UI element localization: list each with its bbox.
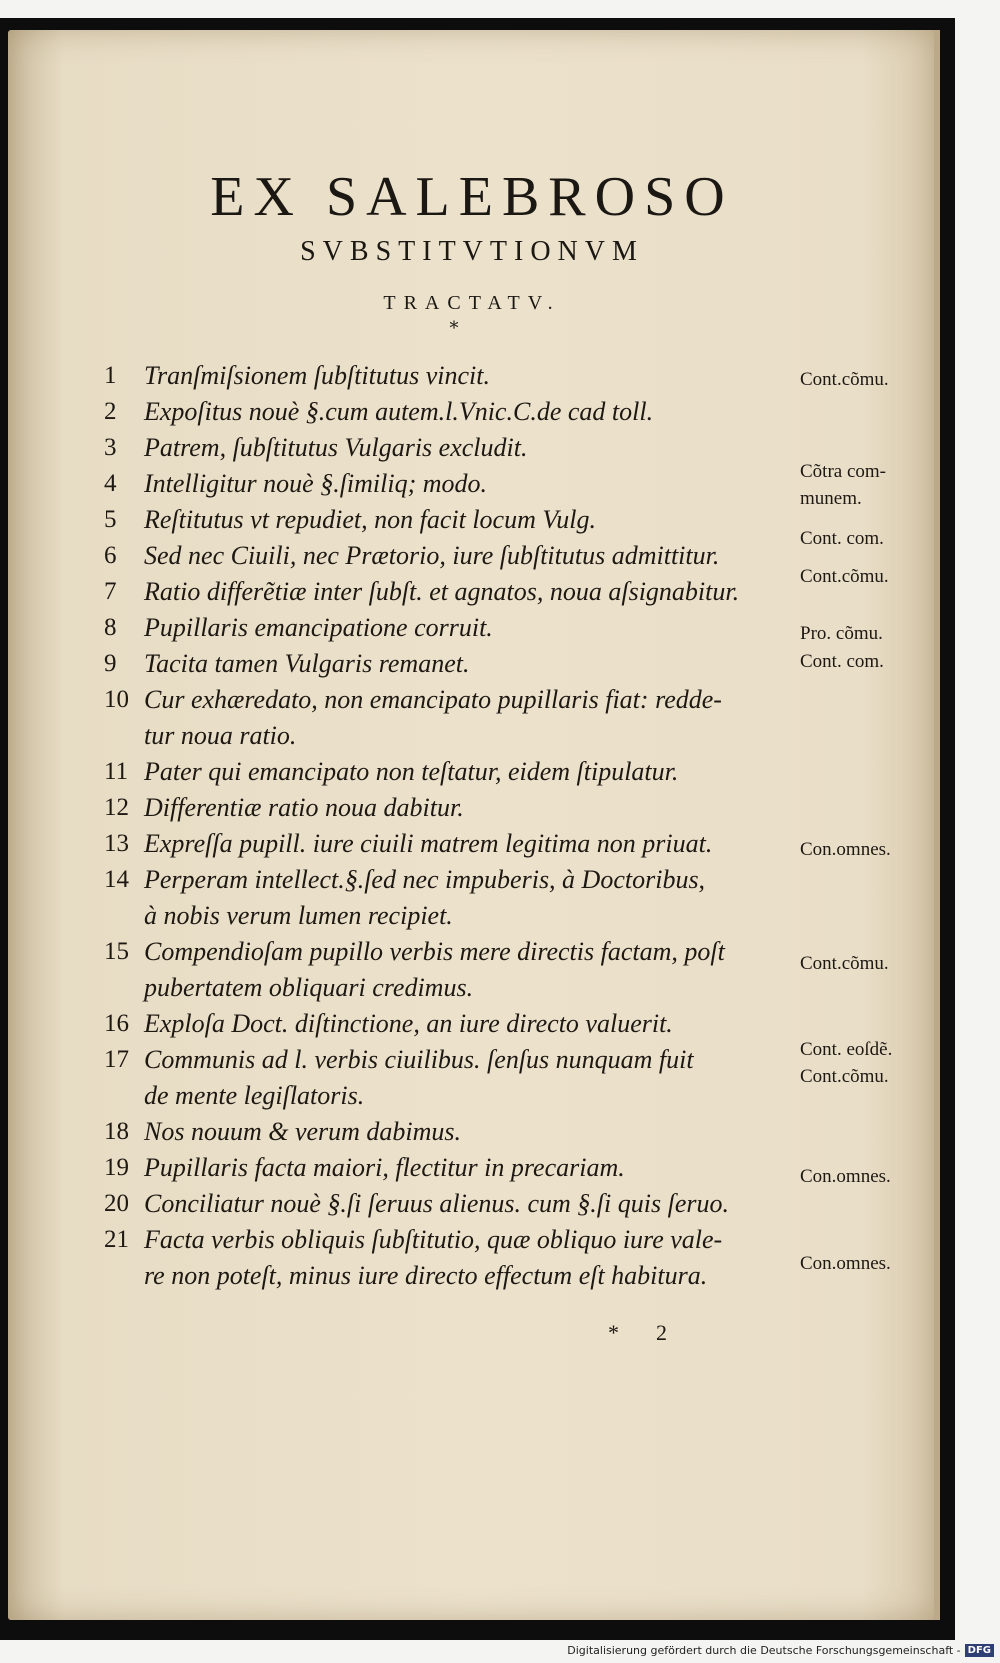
- entry-number: 12: [104, 794, 129, 821]
- entry-line: Sed nec Ciuili, nec Prætorio, iure ſubſtitutus admittitur.: [144, 541, 720, 570]
- entry-number: 1: [104, 362, 117, 389]
- margin-note: Cont.cõmu.: [800, 1066, 889, 1087]
- entry-line: Compendioſam pupillo verbis mere directis factam, poſt: [144, 937, 725, 966]
- margin-note: Cont. com.: [800, 651, 884, 672]
- book-page: [8, 30, 936, 1620]
- entry-row: [104, 574, 794, 610]
- entry-text: [144, 574, 794, 610]
- entry-line: Tranſmiſsionem ſubſtitutus vincit.: [144, 361, 490, 390]
- entry-text: [144, 682, 794, 754]
- entry-line: Tacita tamen Vulgaris remanet.: [144, 649, 470, 678]
- entry-text: [144, 502, 794, 538]
- entry-row: [104, 790, 794, 826]
- margin-note: Pro. cõmu.: [800, 623, 883, 644]
- entry-text: [144, 862, 794, 934]
- entry-line: de mente legiſlatoris.: [144, 1081, 365, 1110]
- entry-row: [104, 1222, 794, 1294]
- margin-note: Con.omnes.: [800, 1253, 891, 1274]
- entry-line: Pupillaris emancipatione corruit.: [144, 613, 493, 642]
- entry-row: [104, 934, 794, 1006]
- margin-note: Cont.cõmu.: [800, 566, 889, 587]
- entry-text: [144, 754, 794, 790]
- entry-text: [144, 1042, 794, 1114]
- entry-line: Communis ad l. verbis ciuilibus. ſenſus nunquam fuit: [144, 1045, 694, 1074]
- entry-number: 4: [104, 470, 117, 497]
- entry-line: Pater qui emancipato non teſtatur, eidem ſtipulatur.: [144, 757, 679, 786]
- entry-line: Expoſitus nouè §.cum autem.l.Vnic.C.de cad toll.: [144, 397, 654, 426]
- entry-text: [144, 466, 794, 502]
- entry-number: 13: [104, 830, 129, 857]
- entry-row: [104, 754, 794, 790]
- entry-text: [144, 1114, 794, 1150]
- entry-text: [144, 790, 794, 826]
- entry-number: 17: [104, 1046, 129, 1073]
- entry-line: Patrem, ſubſtitutus Vulgaris excludit.: [144, 433, 528, 462]
- entry-row: [104, 646, 794, 682]
- entry-number: 20: [104, 1190, 129, 1217]
- entry-row: [104, 682, 794, 754]
- entry-line: Pupillaris facta maiori, flectitur in precariam.: [144, 1153, 625, 1182]
- margin-note: Cont.cõmu.: [800, 369, 889, 390]
- entry-number: 8: [104, 614, 117, 641]
- entry-number: 2: [104, 398, 117, 425]
- entry-row: [104, 1114, 794, 1150]
- dfg-logo: DFG: [965, 1644, 994, 1657]
- entry-row: [104, 1006, 794, 1042]
- catchword-asterisk: *: [608, 1320, 619, 1345]
- margin-note: Con.omnes.: [800, 839, 891, 860]
- entry-number: 3: [104, 434, 117, 461]
- entry-line: Cur exhæredato, non emancipato pupillaris fiat: redde-: [144, 685, 722, 714]
- entry-line: Expreſſa pupill. iure ciuili matrem legitima non priuat.: [144, 829, 713, 858]
- entry-text: [144, 1186, 794, 1222]
- entry-number: 5: [104, 506, 117, 533]
- entry-line: Conciliatur nouè §.ſi ſeruus alienus. cum §.ſi quis ſeruo.: [144, 1189, 729, 1218]
- entry-row: [104, 1042, 794, 1114]
- entry-number: 15: [104, 938, 129, 965]
- entry-line: Ratio differẽtiæ inter ſubſt. et agnatos, noua aſsignabitur.: [144, 577, 740, 606]
- entry-text: [144, 646, 794, 682]
- page-edge: [934, 30, 940, 1620]
- margin-note: Cont. com.: [800, 528, 884, 549]
- scan-frame: [0, 18, 955, 1640]
- entry-number: 21: [104, 1226, 129, 1253]
- entry-row: [104, 394, 794, 430]
- entry-line: Perperam intellect.§.ſed nec impuberis, à Doctoribus,: [144, 865, 706, 894]
- entry-row: [104, 862, 794, 934]
- entry-line: tur noua ratio.: [144, 721, 297, 750]
- signature-mark: 2: [656, 1320, 667, 1345]
- digitization-footer: [567, 1641, 994, 1659]
- entry-row: [104, 610, 794, 646]
- margin-note: munem.: [800, 488, 862, 509]
- margin-note: Cont. eoſdẽ.: [800, 1039, 893, 1060]
- entry-row: [104, 466, 794, 502]
- entry-line: pubertatem obliquari credimus.: [144, 973, 474, 1002]
- entry-text: [144, 610, 794, 646]
- entry-text: [144, 1006, 794, 1042]
- entry-row: [104, 430, 794, 466]
- entries-list: [104, 358, 794, 1294]
- footer-text: Digitalisierung gefördert durch die Deutsche Forschungsgemeinschaft -: [567, 1643, 961, 1657]
- entry-number: 7: [104, 578, 117, 605]
- entry-line: Intelligitur nouè §.ſimiliq; modo.: [144, 469, 488, 498]
- ornament-asterisk: *: [449, 318, 459, 339]
- entry-number: 14: [104, 866, 129, 893]
- entry-text: [144, 430, 794, 466]
- margin-note: Con.omnes.: [800, 1166, 891, 1187]
- entry-text: [144, 358, 794, 394]
- entry-row: [104, 358, 794, 394]
- entry-row: [104, 538, 794, 574]
- entry-line: Nos nouum & verum dabimus.: [144, 1117, 462, 1146]
- entry-text: [144, 394, 794, 430]
- entry-number: 6: [104, 542, 117, 569]
- entry-line: Reſtitutus vt repudiet, non facit locum Vulg.: [144, 505, 597, 534]
- entry-row: [104, 1150, 794, 1186]
- entry-line: à nobis verum lumen recipiet.: [144, 901, 453, 930]
- entry-text: [144, 934, 794, 1006]
- entry-line: re non poteſt, minus iure directo effectum eſt habitura.: [144, 1261, 708, 1290]
- entry-text: [144, 538, 794, 574]
- entry-row: [104, 826, 794, 862]
- entry-row: [104, 502, 794, 538]
- entry-row: [104, 1186, 794, 1222]
- entry-text: [144, 826, 794, 862]
- entry-number: 9: [104, 650, 117, 677]
- entry-number: 16: [104, 1010, 129, 1037]
- page-subtitle-2: TRACTATV.: [383, 292, 561, 314]
- entry-number: 19: [104, 1154, 129, 1181]
- margin-note: Cõtra com-: [800, 461, 887, 482]
- entry-line: Facta verbis obliquis ſubſtitutio, quæ obliquo iure vale-: [144, 1225, 723, 1254]
- margin-note: Cont.cõmu.: [800, 953, 889, 974]
- entry-line: Differentiæ ratio noua dabitur.: [144, 793, 464, 822]
- entry-text: [144, 1222, 794, 1294]
- page-subtitle: SVBSTITVTIONVM: [300, 236, 644, 267]
- entry-number: 18: [104, 1118, 129, 1145]
- entry-number: 10: [104, 686, 129, 713]
- page-title: EX SALEBROSO: [210, 166, 734, 228]
- entry-text: [144, 1150, 794, 1186]
- entry-line: Exploſa Doct. diſtinctione, an iure directo valuerit.: [144, 1009, 673, 1038]
- entry-number: 11: [104, 758, 129, 785]
